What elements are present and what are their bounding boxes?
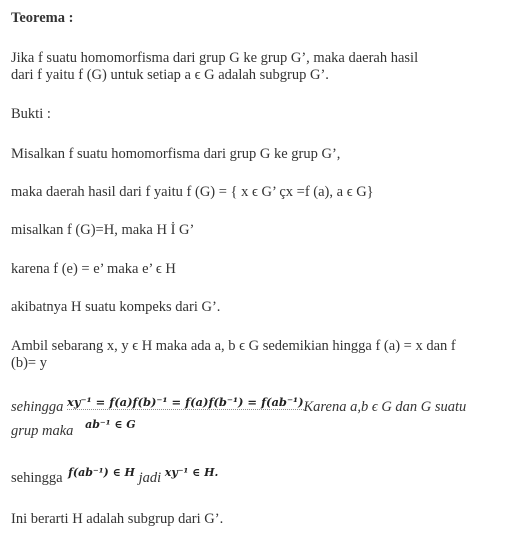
- proof-step-2: maka daerah hasil dari f yaitu f (G) = { x ϵ G’ çx =f (a), a ϵ G}: [11, 184, 374, 200]
- proof-step-3: misalkan f (G)=H, maka H İ G’: [11, 222, 195, 238]
- theorem-statement-line-1: Jika f suatu homomorfisma dari grup G ke grup G’, maka daerah hasil: [11, 50, 419, 66]
- proof-step-7-line-1: [11, 395, 467, 416]
- proof-label: Bukti :: [11, 106, 51, 122]
- proof-conclusion: Ini berarti H adalah subgrup dari G’.: [11, 511, 224, 527]
- proof-step-7-line-2: [11, 418, 136, 441]
- proof-step-8: [11, 466, 219, 488]
- step-7-line-2-formula: ab⁻¹ ∈ G: [85, 418, 136, 431]
- proof-step-6-line-1: Ambil sebarang x, y ϵ H maka ada a, b ϵ G sedemikian hingga f (a) = x dan f: [11, 338, 456, 354]
- theorem-statement-line-2: dari f yaitu f (G) untuk setiap a ϵ G adalah subgrup G’.: [11, 67, 329, 83]
- step-7-prefix: sehingga: [11, 399, 64, 415]
- proof-step-6-line-2: (b)= y: [11, 355, 47, 371]
- step-8-prefix: sehingga: [11, 470, 63, 486]
- step-7-formula: xy⁻¹ = f(a)f(b)⁻¹ = f(a)f(b⁻¹) = f(ab⁻¹): [66, 395, 304, 409]
- step-8-formula-2: xy⁻¹ ∈ H.: [164, 466, 219, 479]
- step-8-formula-1: f(ab⁻¹) ∈ H: [68, 466, 135, 479]
- step-7-line-2-text: grup maka: [11, 423, 74, 439]
- proof-step-4: karena f (e) = e’ maka e’ ϵ H: [11, 261, 176, 277]
- step-7-suffix: Karena a,b ϵ G dan G suatu: [303, 399, 467, 415]
- theorem-title: Teorema :: [11, 10, 74, 26]
- step-8-mid: jadi: [138, 470, 162, 486]
- proof-step-1: Misalkan f suatu homomorfisma dari grup G ke grup G’,: [11, 146, 341, 162]
- proof-step-5: akibatnya H suatu kompeks dari G’.: [11, 299, 221, 315]
